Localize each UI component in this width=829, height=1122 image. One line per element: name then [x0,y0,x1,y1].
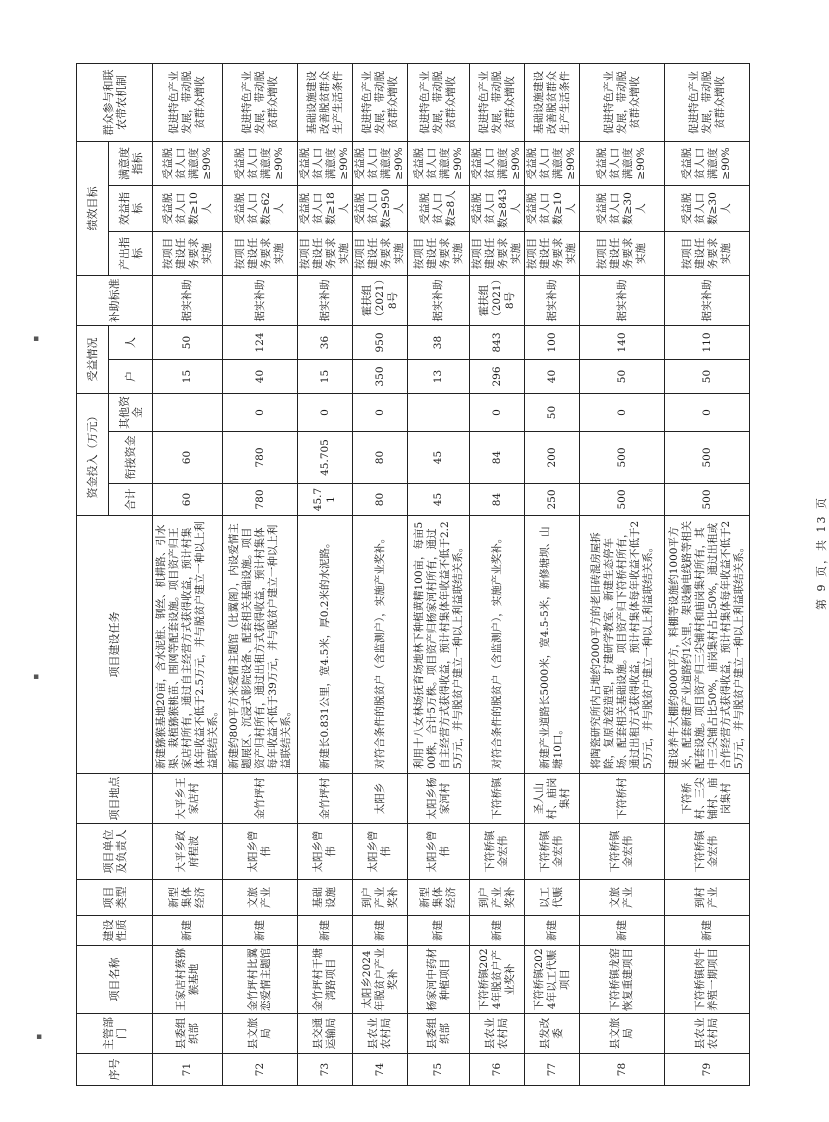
cell-dept: 县委组织部 [153,1014,223,1054]
cell-direct: 80 [353,432,408,484]
cell-name: 下符桥镇肉牛养殖一期项目 [665,946,750,1014]
cell-dept: 县委组织部 [408,1014,470,1054]
cell-total: 500 [665,484,750,516]
header-nature: 建设性质 [77,916,153,946]
cell-subsidy: 据实补助 [298,276,353,326]
cell-subsidy: 霍扶组（2021）8号 [353,276,408,326]
cell-people: 843 [470,326,525,360]
header-no: 序号 [77,1054,153,1086]
cell-satisfaction: 受益脱贫人口满意度≥90% [470,141,525,185]
cell-subsidy: 据实补助 [665,276,750,326]
header-subsidy: 补助标准 [77,276,153,326]
cell-satisfaction: 受益脱贫人口满意度≥90% [223,141,298,185]
scan-speck: ▪ [33,334,40,344]
cell-direct: 500 [580,432,665,484]
header-task: 项目建设任务 [77,516,153,774]
header-other: 其他资金 [109,394,153,432]
cell-name: 金竹坪村干塘湾路项目 [298,946,353,1014]
cell-total: 60 [153,484,223,516]
cell-unit: 太阳乡曾伟 [353,824,408,880]
cell-location: 下符桥镇 [470,774,525,824]
cell-task: 对符合条件的脱贫户（含监测户），实施产业奖补。 [353,516,408,774]
cell-effect: 受益脱贫人口数≥18人 [298,186,353,232]
cell-subsidy: 据实补助 [223,276,298,326]
cell-type: 到户产业奖补 [470,880,525,916]
cell-unit: 下符桥镇金宏伟 [525,824,580,880]
cell-name: 杨家河中药材种植项目 [408,946,470,1014]
cell-task: 建设养牛大棚约8000平方，料棚等设施约1000平方米，配套新建产业道路约1公里，架设输电线路等相关配套设施。项目资产归三尖铺村和庙岗集村所有，其中三尖铺占比50%，庙岗集村占比50%，通过出租或合作经营方式获得收益，预计村集体每年收益不低于25万元，并与脱贫户建立一种以上利益联结关系。 [665,516,750,774]
cell-people: 50 [153,326,223,360]
header-satisfaction: 满意度指标 [109,141,153,185]
cell-task: 新建约800平方米爱情主题馆（比翼阁），内设爱情主题展区、沉浸式影院设备、配套相关基础设施。项目资产归村所有，通过出租方式获得收益，预计村集体每年收益不低于39万元，并与脱贫户建立一种以上利益联结关系。 [223,516,298,774]
cell-no: 78 [580,1054,665,1086]
header-households: 户 [109,360,153,394]
cell-satisfaction: 受益脱贫人口满意度≥90% [153,141,223,185]
cell-total: 250 [525,484,580,516]
cell-effect: 受益脱贫人口数≥10人 [525,186,580,232]
cell-effect: 受益脱贫人口数≥30人 [665,186,750,232]
cell-type: 新型集体经济 [408,880,470,916]
cell-dept: 县农业农村局 [353,1014,408,1054]
cell-direct: 60 [153,432,223,484]
cell-unit: 下符桥镇金宏伟 [665,824,750,880]
cell-other: 0 [580,394,665,432]
cell-dept: 县农业农村局 [470,1014,525,1054]
cell-type: 新型集体经济 [153,880,223,916]
table-row [665,63,750,1085]
cell-name: 太阳乡2024年脱贫户产业奖补 [353,946,408,1014]
cell-unit: 下符桥镇金宏伟 [580,824,665,880]
cell-unit: 太阳乡曾伟 [408,824,470,880]
cell-subsidy: 据实补助 [525,276,580,326]
rotated-page [76,64,745,1086]
project-table [76,63,750,1086]
cell-other: 0 [470,394,525,432]
cell-people: 36 [298,326,353,360]
page-number: 第 9 页，共 13 页 [814,496,828,610]
cell-task: 将陶瓷研究所内占地约2000平方的老旧砖混房屋拆除，复原龙窑造型，扩建研学教室、新建生态停车场、配套相关基础设施。项目资产归下符桥村所有，通过出租方式获得收益，预计村集体每年收益不低于25万元，并与脱贫户建立一种以上利益联结关系。 [580,516,665,774]
header-people: 人 [109,326,153,360]
cell-other: 50 [525,394,580,432]
cell-type: 文旅产业 [223,880,298,916]
cell-other: 0 [223,394,298,432]
cell-mechanism: 促进特色产业发展，带动脱贫群众增收 [665,63,750,141]
cell-name: 王家店村蔡猕猴基地 [153,946,223,1014]
cell-subsidy: 据实补助 [408,276,470,326]
cell-mechanism: 促进特色产业发展，带动脱贫群众增收 [223,63,298,141]
cell-output: 按项目建设任务要求实施 [223,232,298,276]
cell-households: 50 [665,360,750,394]
cell-unit: 太阳乡曾伟 [223,824,298,880]
table-row [153,63,223,1085]
cell-direct: 200 [525,432,580,484]
cell-no: 76 [470,1054,525,1086]
cell-other [408,394,470,432]
cell-type: 到村产业 [665,880,750,916]
cell-other: 0 [353,394,408,432]
cell-nature: 新建 [408,916,470,946]
cell-type: 文旅产业 [580,880,665,916]
cell-nature: 新建 [223,916,298,946]
cell-no: 79 [665,1054,750,1086]
cell-households: 40 [223,360,298,394]
cell-task: 利用十八女林场抚育场地林下种植黄精100亩，每亩500株，合计5万株。项目资产归杨家河村所有，通过自主经营方式获得收益，预计村集体年收益不低于2.25万元，并与脱贫户建立一种以上利益联结关系。 [408,516,470,774]
cell-no: 75 [408,1054,470,1086]
cell-dept: 县文旅局 [223,1014,298,1054]
cell-subsidy: 据实补助 [153,276,223,326]
cell-mechanism: 促进特色产业发展，带动脱贫群众增收 [580,63,665,141]
cell-task: 新建长0.831公里，宽4.5米，厚0.2米的水泥路。 [298,516,353,774]
cell-nature: 新建 [353,916,408,946]
table-body [153,63,750,1085]
cell-location: 金竹坪村 [223,774,298,824]
cell-output: 按项目建设任务要求实施 [153,232,223,276]
cell-effect: 受益脱贫人口数≥10人 [153,186,223,232]
cell-name: 下符桥镇2024年脱贫户产业奖补 [470,946,525,1014]
cell-no: 72 [223,1054,298,1086]
cell-subsidy: 据实补助 [580,276,665,326]
cell-satisfaction: 受益脱贫人口满意度≥90% [353,141,408,185]
cell-satisfaction: 受益脱贫人口满意度≥90% [665,141,750,185]
cell-dept: 县农业农村局 [665,1014,750,1054]
cell-subsidy: 霍扶组（2021）8号 [470,276,525,326]
cell-no: 73 [298,1054,353,1086]
cell-dept: 县交通运输局 [298,1014,353,1054]
header-unit: 项目单位及负责人 [77,824,153,880]
cell-direct: 84 [470,432,525,484]
cell-effect: 受益脱贫人口数≥62人 [223,186,298,232]
header-mechanism: 群众参与和联农带农机制 [77,63,153,141]
table-row [408,63,470,1085]
cell-dept: 县发改委 [525,1014,580,1054]
header-type: 项目类型 [77,880,153,916]
cell-unit: 大平乡政府程波 [153,824,223,880]
table-row [298,63,353,1085]
cell-people: 100 [525,326,580,360]
cell-output: 按项目建设任务要求实施 [353,232,408,276]
header-perf: 绩效目标 [77,141,109,275]
cell-effect: 受益脱贫人口数≥950人 [353,186,408,232]
cell-no: 77 [525,1054,580,1086]
cell-location: 大平乡王家店村 [153,774,223,824]
header-total: 合计 [109,484,153,516]
cell-mechanism: 基础设施建设改善脱贫群众生产生活条件 [298,63,353,141]
cell-name: 下符桥镇龙窑恢复重建项目 [580,946,665,1014]
cell-effect: 受益脱贫人口数≥30人 [580,186,665,232]
cell-other [153,394,223,432]
header-fund: 资金投入（万元） [77,394,109,516]
cell-mechanism: 促进特色产业发展，带动脱贫群众增收 [153,63,223,141]
cell-nature: 新建 [525,916,580,946]
cell-no: 74 [353,1054,408,1086]
cell-people: 140 [580,326,665,360]
cell-location: 太阳乡杨家河村 [408,774,470,824]
scan-speck: ▪ [33,672,40,682]
cell-direct: 45 [408,432,470,484]
cell-task: 新建产业道路长5000米，宽4.5-5米，新修塘坝、山塘10口。 [525,516,580,774]
cell-satisfaction: 受益脱贫人口满意度≥90% [298,141,353,185]
header-name: 项目名称 [77,946,153,1014]
cell-location: 下符桥村 [580,774,665,824]
cell-effect: 受益脱贫人口数≥843人 [470,186,525,232]
cell-name: 下符桥镇2024年以工代赈项目 [525,946,580,1014]
cell-task: 对符合条件的脱贫户（含监测户），实施产业奖补。 [470,516,525,774]
cell-mechanism: 促进特色产业发展，带动脱贫群众增收 [353,63,408,141]
scan-speck: ▪ [36,1032,43,1042]
cell-output: 按项目建设任务要求实施 [470,232,525,276]
cell-dept: 县文旅局 [580,1014,665,1054]
cell-satisfaction: 受益脱贫人口满意度≥90% [525,141,580,185]
cell-type: 基础设施 [298,880,353,916]
cell-people: 110 [665,326,750,360]
header-location: 项目地点 [77,774,153,824]
cell-nature: 新建 [470,916,525,946]
cell-output: 按项目建设任务要求实施 [298,232,353,276]
cell-task: 新建猕猴基地20亩，含水泥桩、钢丝、机耕路、引水渠、栽植猕猴桃苗、围网等配套设施。项目资产归王家店村所有，通过自主经营方式获得收益，预计村集体年收益不低于2.5万元，并与脱贫户建立一种以上利益联结关系。 [153,516,223,774]
cell-total: 45.71 [298,484,353,516]
table-row [353,63,408,1085]
header-direct: 衔接资金 [109,432,153,484]
cell-unit: 太阳乡曾伟 [298,824,353,880]
cell-name: 金竹坪村比翼恋爱情主题馆 [223,946,298,1014]
cell-nature: 新建 [153,916,223,946]
cell-no: 71 [153,1054,223,1086]
cell-satisfaction: 受益脱贫人口满意度≥90% [580,141,665,185]
cell-satisfaction: 受益脱贫人口满意度≥90% [408,141,470,185]
table-row [580,63,665,1085]
cell-mechanism: 促进特色产业发展，带动脱贫群众增收 [408,63,470,141]
cell-output: 按项目建设任务要求实施 [408,232,470,276]
cell-location: 圣人山村、庙岗集村 [525,774,580,824]
header-effect: 效益指标 [109,186,153,232]
header-output: 产出指标 [109,232,153,276]
cell-unit: 下符桥镇金宏伟 [470,824,525,880]
cell-output: 按项目建设任务要求实施 [580,232,665,276]
cell-households: 13 [408,360,470,394]
cell-households: 15 [153,360,223,394]
cell-total: 45 [408,484,470,516]
cell-type: 以工代赈 [525,880,580,916]
cell-direct: 780 [223,432,298,484]
table-row [223,63,298,1085]
cell-direct: 45.705 [298,432,353,484]
cell-nature: 新建 [580,916,665,946]
cell-households: 40 [525,360,580,394]
cell-other: 0 [298,394,353,432]
cell-nature: 新建 [665,916,750,946]
header-benefit: 受益情况 [77,326,109,394]
cell-total: 500 [580,484,665,516]
cell-location: 太阳乡 [353,774,408,824]
cell-people: 38 [408,326,470,360]
cell-households: 15 [298,360,353,394]
cell-output: 按项目建设任务要求实施 [525,232,580,276]
cell-type: 到户产业奖补 [353,880,408,916]
cell-mechanism: 基础设施建设改善脱贫群众生产生活条件 [525,63,580,141]
cell-location: 金竹坪村 [298,774,353,824]
cell-output: 按项目建设任务要求实施 [665,232,750,276]
cell-mechanism: 促进特色产业发展，带动脱贫群众增收 [470,63,525,141]
cell-total: 780 [223,484,298,516]
header-dept: 主管部门 [77,1014,153,1054]
cell-other: 0 [665,394,750,432]
cell-people: 124 [223,326,298,360]
cell-total: 80 [353,484,408,516]
cell-households: 350 [353,360,408,394]
cell-nature: 新建 [298,916,353,946]
cell-direct: 500 [665,432,750,484]
cell-location: 下符桥村、三尖铺村、庙岗集村 [665,774,750,824]
table-row [525,63,580,1085]
cell-people: 950 [353,326,408,360]
cell-households: 50 [580,360,665,394]
table-row [470,63,525,1085]
cell-households: 296 [470,360,525,394]
cell-effect: 受益脱贫人口数≥8人 [408,186,470,232]
cell-total: 84 [470,484,525,516]
